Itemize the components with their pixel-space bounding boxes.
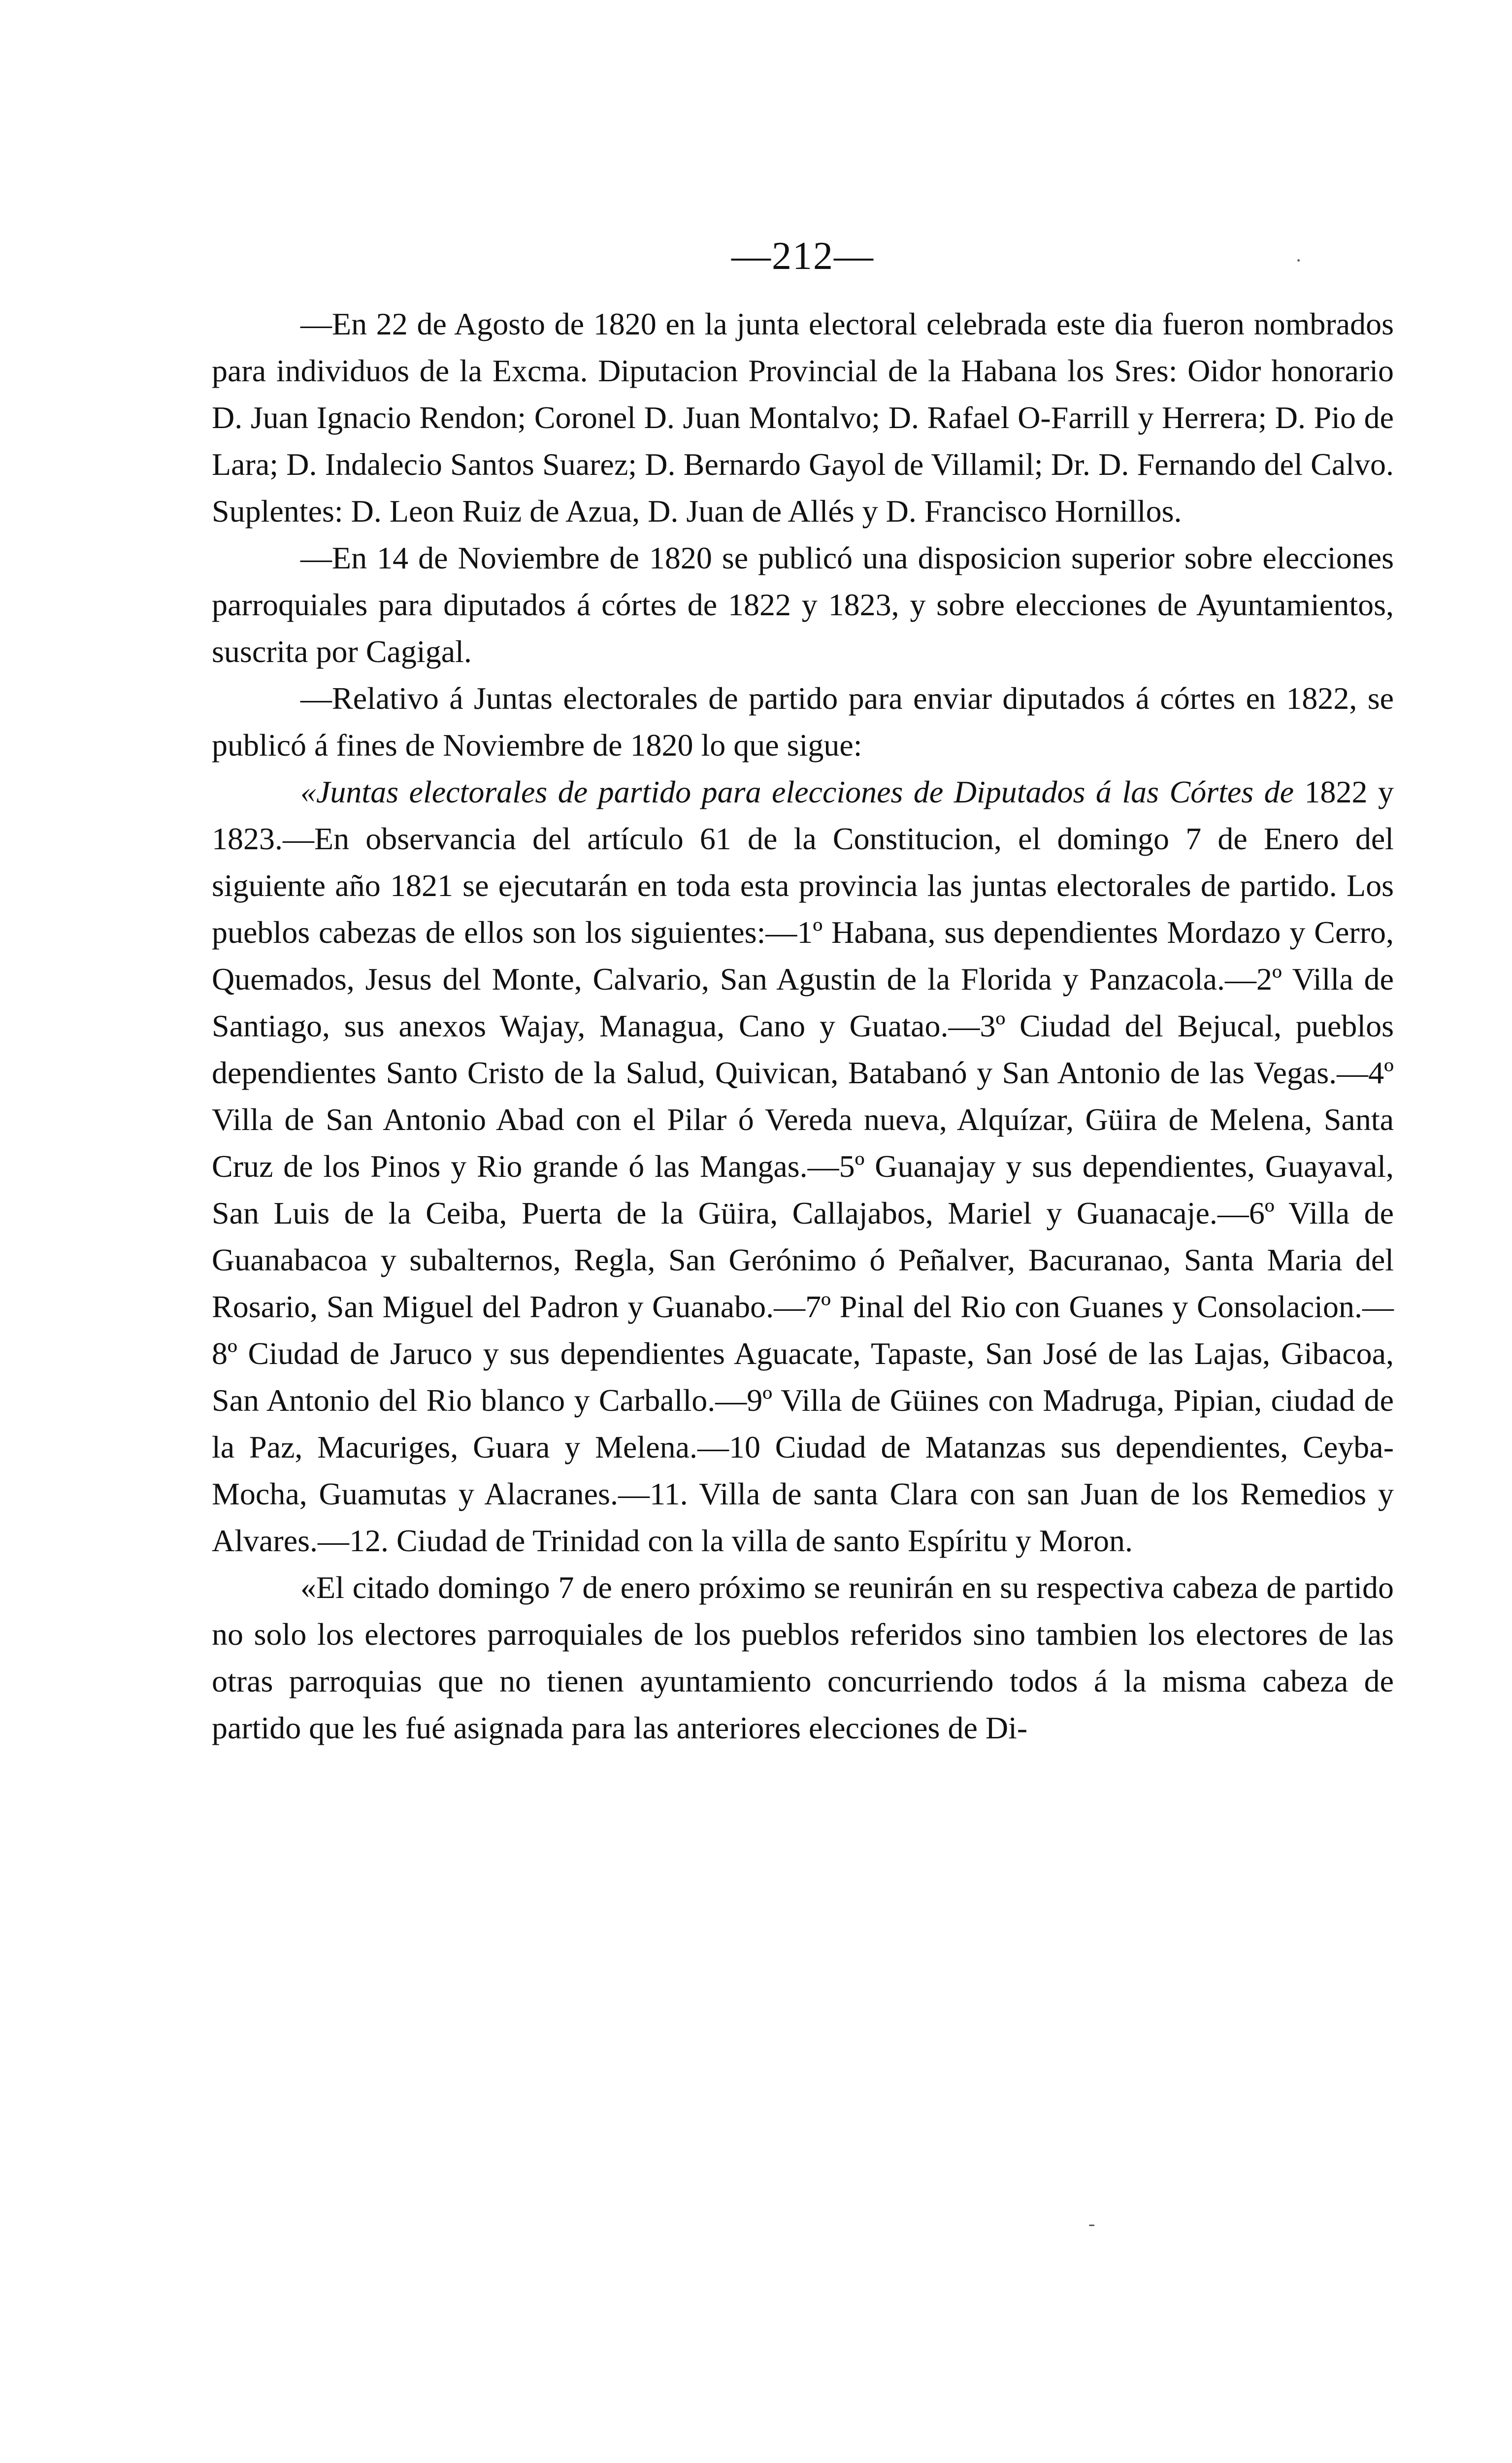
paragraph-juntas-electorales-partido — [212, 768, 1394, 1564]
paragraph-domingo-7-enero: «El citado domingo 7 de enero próximo se reunirán en su respectiva cabeza de partido no solo los electores parroquiales de los pueblos referidos sino tambien los electores de las otras parroquias que no tienen ayuntamiento concurriendo todos á la misma cabeza de partido que les fué asignada para las anteriores elecciones de Di- — [212, 1570, 1394, 1745]
stray-mark: · — [1295, 249, 1302, 271]
paragraph-body: 1822 y 1823.—En observancia del artículo 61 de la Constitucion, el domingo 7 de Enero del siguiente año 1821 se ejecutarán en toda esta provincia las juntas electorales de partido. Los pueblos cabezas de ellos son los siguientes:—1º Habana, sus dependientes Mordazo y Cerro, Quemados, Jesus del Monte, Calvario, San Agustin de la Florida y Panzacola.—2º Villa de Santiago, sus anexos Wajay, Managua, Cano y Guatao.—3º Ciudad del Bejucal, pueblos dependientes Santo Cristo de la Salud, Quivican, Batabanó y San Antonio de las Vegas.—4º Villa de San Antonio Abad con el Pilar ó Vereda nueva, Alquízar, Güira de Melena, Santa Cruz de los Pinos y Rio grande ó las Mangas.—5º Guanajay y sus dependientes, Guayaval, San Luis de la Ceiba, Puerta de la Güira, Callajabos, Mariel y Guanacaje.—6º Villa de Guanabacoa y subalternos, Regla, San Gerónimo ó Peñalver, Bacuranao, Santa Maria del Rosario, San Miguel del Padron y Guanabo.—7º Pinal del Rio con Guanes y Consolacion.—8º Ciudad de Jaruco y sus dependientes Aguacate, Tapaste, San José de las Lajas, Gibacoa, San Antonio del Rio blanco y Carballo.—9º Villa de Güines con Madruga, Pipian, ciudad de la Paz, Macuriges, Guara y Melena.—10 Ciudad de Matanzas sus dependientes, Ceyba-Mocha, Guamutas y Alacranes.—11. Villa de santa Clara con san Juan de los Remedios y Alvares.—12. Ciudad de Trinidad con la villa de santo Espíritu y Moron. — [212, 774, 1394, 1558]
document-page — [212, 232, 1394, 1751]
paragraph-diputacion-provincial: —En 22 de Agosto de 1820 en la junta electoral celebrada este dia fueron nombrados para individuos de la Excma. Diputacion Provincial de la Habana los Sres: Oidor honorario D. Juan Ignacio Rendon; Coronel D. Juan Montalvo; D. Rafael O-Farrill y Herrera; D. Pio de Lara; D. Indalecio Santos Suarez; D. Bernardo Gayol de Villamil; Dr. D. Fernando del Calvo. Suplentes: D. Leon Ruiz de Azua, D. Juan de Allés y D. Francisco Hornillos. — [212, 306, 1394, 529]
stray-mark: - — [1088, 2212, 1095, 2234]
page-number: —212— — [731, 234, 874, 278]
italic-heading: «Juntas electorales de partido para elecciones de Diputados á las Córtes de — [300, 774, 1294, 809]
paragraph-elecciones-parroquiales: —En 14 de Noviembre de 1820 se publicó una disposicion superior sobre elecciones parroquiales para diputados á córtes de 1822 y 1823, y sobre elecciones de Ayuntamientos, suscrita por Cagigal. — [212, 540, 1394, 669]
paragraph-juntas-electorales-intro: —Relativo á Juntas electorales de partido para enviar diputados á córtes en 1822, se publicó á fines de Noviembre de 1820 lo que sigue: — [212, 681, 1394, 763]
